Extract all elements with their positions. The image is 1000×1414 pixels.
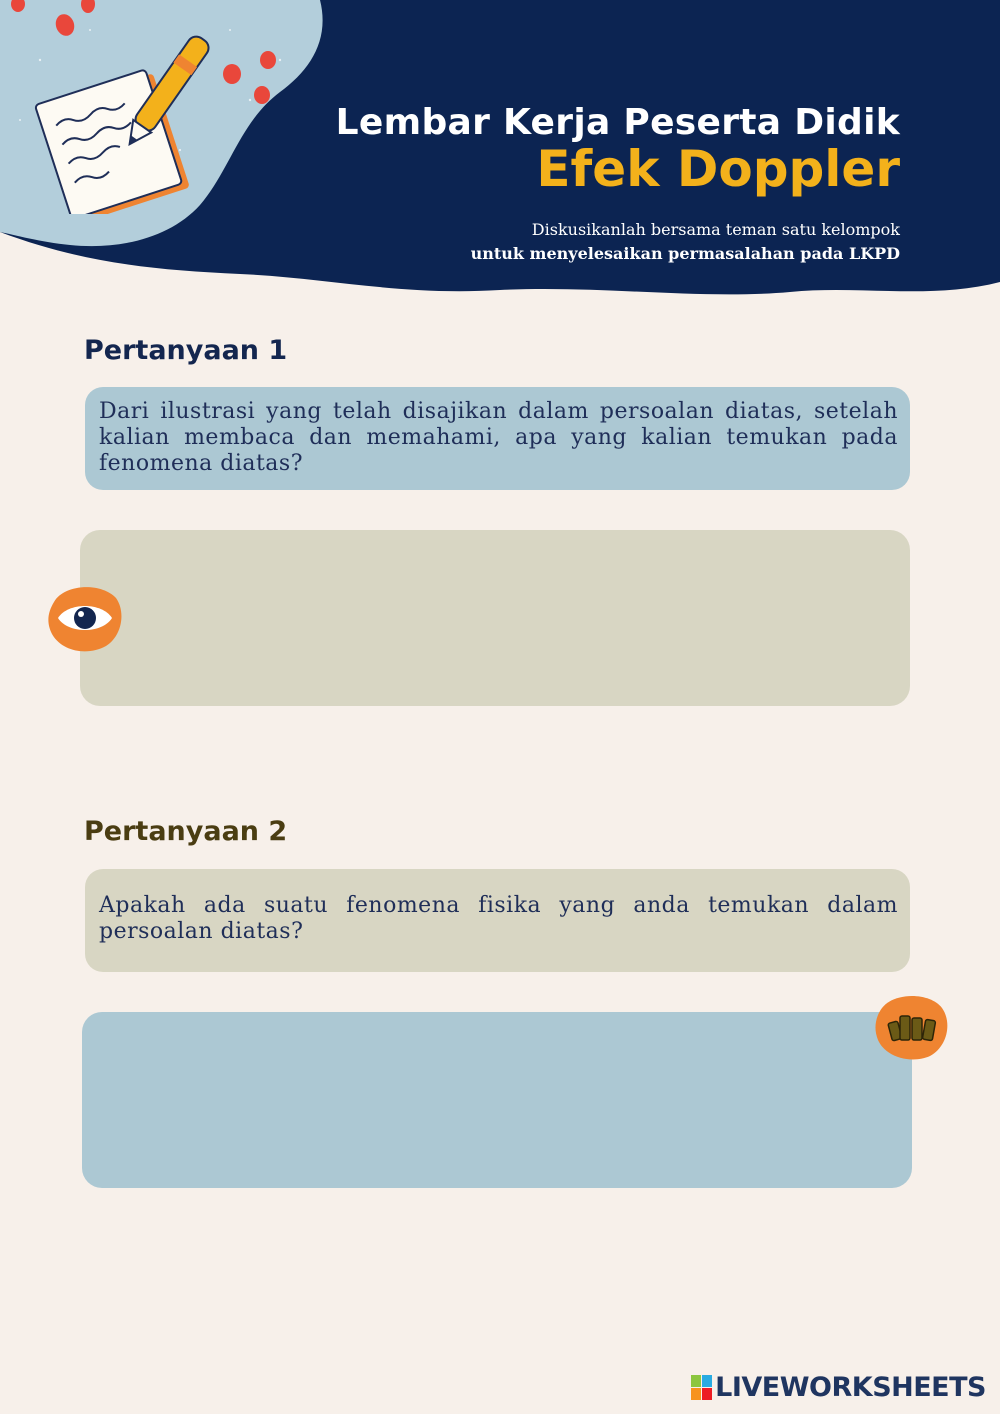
question-1-text: Dari ilustrasi yang telah disajikan dalam persoalan diatas, setelah kalian membaca dan memahami, apa yang kalian temukan pada fenomena diatas?	[85, 387, 910, 490]
liveworksheets-logo	[691, 1372, 986, 1403]
worksheet-title: Lembar Kerja Peserta Didik	[335, 102, 900, 143]
question-1-heading: Pertanyaan 1	[84, 335, 288, 366]
notepad-pen-icon	[26, 24, 216, 214]
answer-1-field[interactable]	[80, 530, 910, 706]
instruction-line-2: untuk menyelesaikan permasalahan pada LKPD	[470, 244, 900, 263]
question-2-text: Apakah ada suatu fenomena fisika yang anda temukan dalam persoalan diatas?	[85, 869, 910, 972]
books-icon	[872, 990, 950, 1062]
footer-brand: LIVEWORKSHEETS	[715, 1372, 986, 1403]
instruction-line-1: Diskusikanlah bersama teman satu kelompok	[531, 220, 900, 239]
eye-icon	[46, 582, 124, 654]
question-2-heading: Pertanyaan 2	[84, 816, 288, 847]
worksheet-topic: Efek Doppler	[536, 140, 900, 198]
answer-2-field[interactable]	[82, 1012, 912, 1188]
liveworksheets-logo-icon	[691, 1375, 713, 1401]
